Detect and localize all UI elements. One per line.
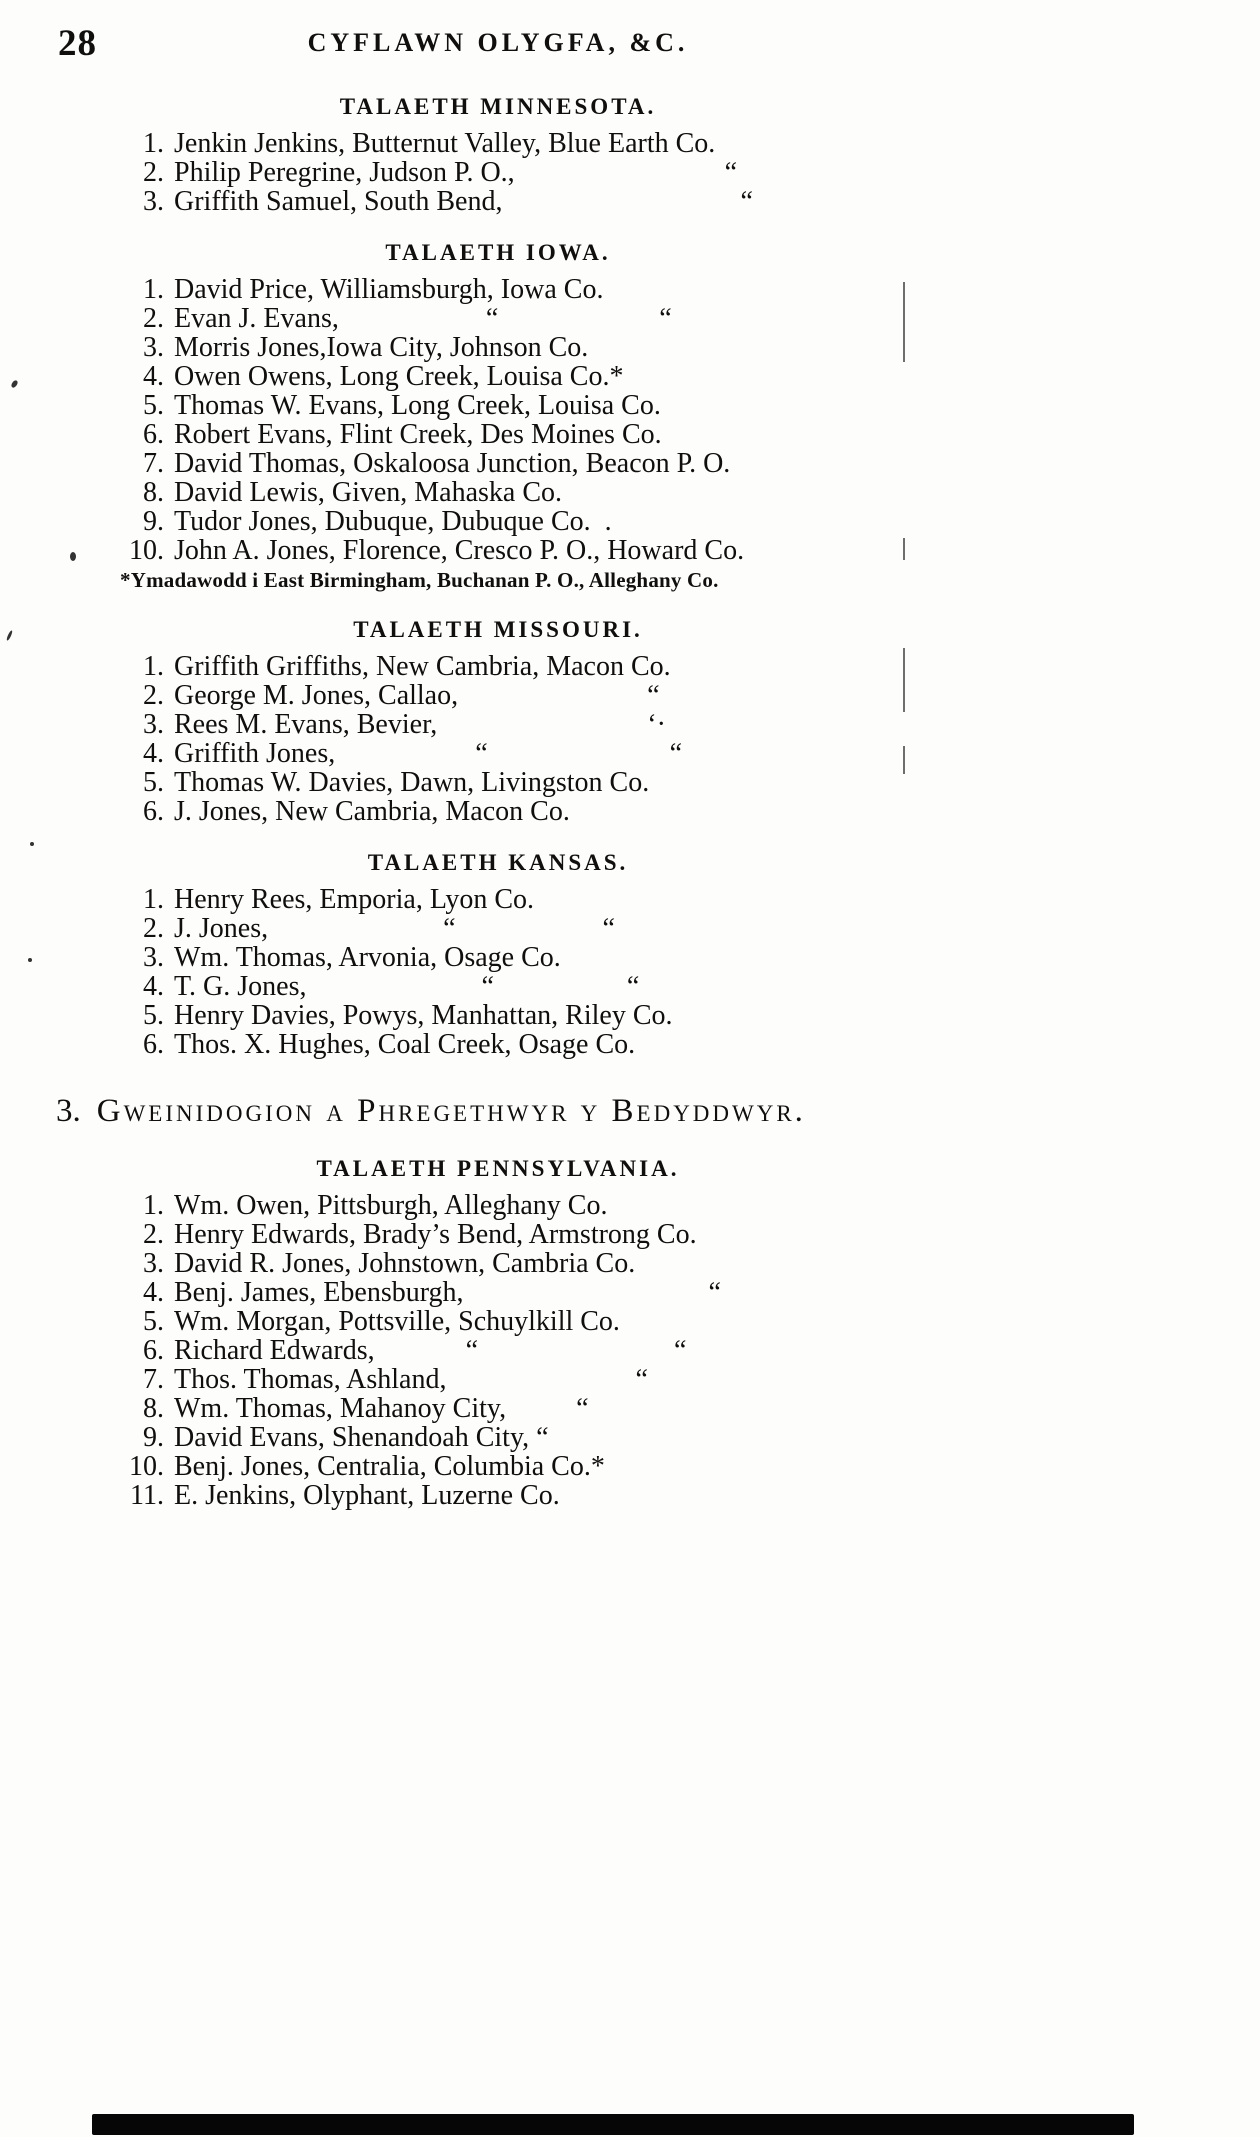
entry-number: 3.	[143, 942, 164, 973]
entry-number: 3.	[143, 332, 164, 363]
entry-number: 2.	[143, 913, 164, 944]
entry-list	[118, 129, 878, 216]
list-entry	[118, 1336, 878, 1365]
entry-text: David Price, Williamsburgh, Iowa Co.	[174, 274, 604, 305]
entry-number: 4.	[143, 971, 164, 1002]
book-page	[56, 0, 878, 1511]
scan-speck	[28, 958, 32, 962]
chapter-heading	[56, 1093, 878, 1130]
entry-text: David Lewis, Given, Mahaska Co.	[174, 477, 563, 508]
scan-edge-bar	[92, 2114, 1134, 2135]
entry-text: Wm. Morgan, Pottsville, Schuylkill Co.	[174, 1306, 620, 1337]
entry-text: Thomas W. Davies, Dawn, Livingston Co.	[174, 767, 650, 798]
list-entry	[118, 129, 878, 158]
list-entry	[118, 187, 878, 216]
section-title: TALAETH MISSOURI.	[353, 617, 643, 642]
entry-text: Wm. Thomas, Arvonia, Osage Co.	[174, 942, 561, 973]
list-entry	[118, 275, 878, 304]
running-header: CYFLAWN OLYGFA, &C.	[307, 28, 689, 57]
entry-number: 2.	[143, 303, 164, 334]
list-entry	[118, 1365, 878, 1394]
entry-text: Jenkin Jenkins, Butternut Valley, Blue Earth Co.	[174, 128, 716, 159]
scan-artifact-line	[903, 282, 905, 362]
list-entry	[118, 914, 878, 943]
entry-number: 11.	[130, 1480, 164, 1511]
list-entry	[118, 972, 878, 1001]
list-entry	[118, 536, 878, 565]
list-entry	[118, 1191, 878, 1220]
entry-number: 10.	[129, 1451, 164, 1482]
entry-number: 2.	[143, 157, 164, 188]
list-entry	[118, 943, 878, 972]
entry-text: Richard Edwards, “ “	[174, 1335, 687, 1366]
section-title: TALAETH MINNESOTA.	[339, 94, 657, 119]
entry-text: Thos. X. Hughes, Coal Creek, Osage Co.	[174, 1029, 636, 1060]
entry-text: David Evans, Shenandoah City, “	[174, 1422, 549, 1453]
chapter-heading-number: 3.	[56, 1093, 81, 1129]
entry-number: 6.	[143, 796, 164, 827]
entry-text: Tudor Jones, Dubuque, Dubuque Co. .	[174, 506, 612, 537]
list-entry	[118, 1307, 878, 1336]
section-minnesota	[118, 94, 878, 216]
list-entry	[118, 420, 878, 449]
list-entry	[118, 333, 878, 362]
list-entry	[118, 1220, 878, 1249]
list-entry	[118, 1423, 878, 1452]
section-title: TALAETH KANSAS.	[367, 850, 629, 875]
list-entry	[118, 391, 878, 420]
entry-number: 6.	[143, 419, 164, 450]
section-title: TALAETH PENNSYLVANIA.	[316, 1156, 680, 1181]
list-entry	[118, 1030, 878, 1059]
list-entry	[118, 1481, 878, 1510]
page-number: 28	[58, 23, 97, 64]
entry-number: 6.	[143, 1335, 164, 1366]
entry-number: 4.	[143, 361, 164, 392]
entry-text: Rees M. Evans, Bevier, ‘·	[174, 709, 666, 740]
entry-text: Benj. James, Ebensburgh, “	[174, 1277, 721, 1308]
entry-list	[118, 885, 878, 1059]
entry-text: Henry Davies, Powys, Manhattan, Riley Co.	[174, 1000, 673, 1031]
entry-text: Owen Owens, Long Creek, Louisa Co.*	[174, 361, 624, 392]
scan-artifact-line	[903, 746, 905, 774]
entry-number: 5.	[143, 1306, 164, 1337]
entry-text: Thos. Thomas, Ashland, “	[174, 1364, 648, 1395]
entry-text: T. G. Jones, “ “	[174, 971, 640, 1002]
list-entry	[118, 362, 878, 391]
entry-number: 1.	[143, 651, 164, 682]
list-entry	[118, 1001, 878, 1030]
scan-speck	[70, 552, 76, 561]
entry-text: Griffith Griffiths, New Cambria, Macon Co.	[174, 651, 671, 682]
entry-number: 7.	[143, 448, 164, 479]
list-entry	[118, 478, 878, 507]
chapter-heading-text: Gweinidogion a Phregethwyr y Bedyddwyr.	[96, 1093, 806, 1129]
list-entry	[118, 681, 878, 710]
entry-text: E. Jenkins, Olyphant, Luzerne Co.	[174, 1480, 560, 1511]
list-entry	[118, 507, 878, 536]
list-entry	[118, 797, 878, 826]
entry-number: 3.	[143, 186, 164, 217]
entry-number: 1.	[143, 128, 164, 159]
scan-speck	[6, 630, 13, 641]
entry-text: Wm. Thomas, Mahanoy City, “	[174, 1393, 589, 1424]
list-entry	[118, 158, 878, 187]
list-entry	[118, 885, 878, 914]
entry-number: 8.	[143, 1393, 164, 1424]
entry-text: Philip Peregrine, Judson P. O., “	[174, 157, 738, 188]
entry-number: 6.	[143, 1029, 164, 1060]
entry-text: Henry Rees, Emporia, Lyon Co.	[174, 884, 535, 915]
list-entry	[118, 1278, 878, 1307]
entry-number: 5.	[143, 1000, 164, 1031]
entry-text: Evan J. Evans, “ “	[174, 303, 672, 334]
entry-text: Benj. Jones, Centralia, Columbia Co.*	[174, 1451, 605, 1482]
entry-text: J. Jones, “ “	[174, 913, 615, 944]
entry-number: 2.	[143, 1219, 164, 1250]
section-missouri	[118, 617, 878, 826]
entry-text: Henry Edwards, Brady’s Bend, Armstrong Co.	[174, 1219, 697, 1250]
scan-speck	[10, 379, 19, 388]
entry-text: John A. Jones, Florence, Cresco P. O., Howard Co.	[174, 535, 745, 566]
entry-text: Griffith Jones, “ “	[174, 738, 683, 769]
list-entry	[118, 1394, 878, 1423]
footnote: *Ymadawodd i East Birmingham, Buchanan P. O., Alleghany Co.	[120, 568, 719, 592]
scan-speck	[30, 842, 34, 846]
entry-text: Wm. Owen, Pittsburgh, Alleghany Co.	[174, 1190, 608, 1221]
entry-number: 5.	[143, 767, 164, 798]
list-entry	[118, 304, 878, 333]
entry-number: 3.	[143, 1248, 164, 1279]
entry-number: 4.	[143, 738, 164, 769]
page-header	[58, 0, 878, 64]
entry-number: 3.	[143, 709, 164, 740]
entry-text: Thomas W. Evans, Long Creek, Louisa Co.	[174, 390, 661, 421]
entry-text: Morris Jones,Iowa City, Johnson Co.	[174, 332, 589, 363]
list-entry	[118, 739, 878, 768]
list-entry	[118, 1249, 878, 1278]
entry-number: 8.	[143, 477, 164, 508]
entry-list	[118, 1191, 878, 1510]
list-entry	[118, 710, 878, 739]
entry-number: 5.	[143, 390, 164, 421]
scan-artifact-line	[903, 538, 905, 560]
entry-number: 2.	[143, 680, 164, 711]
entry-text: Griffith Samuel, South Bend, “	[174, 186, 753, 217]
entry-number: 7.	[143, 1364, 164, 1395]
entry-text: J. Jones, New Cambria, Macon Co.	[174, 796, 570, 827]
list-entry	[118, 1452, 878, 1481]
entry-text: David Thomas, Oskaloosa Junction, Beacon P. O.	[174, 448, 731, 479]
entry-number: 1.	[143, 884, 164, 915]
entry-text: David R. Jones, Johnstown, Cambria Co.	[174, 1248, 636, 1279]
entry-number: 1.	[143, 1190, 164, 1221]
section-kansas	[118, 850, 878, 1059]
entry-number: 9.	[143, 506, 164, 537]
entry-number: 10.	[129, 535, 164, 566]
entry-number: 4.	[143, 1277, 164, 1308]
section-pennsylvania	[118, 1156, 878, 1510]
section-title: TALAETH IOWA.	[385, 240, 611, 265]
entry-list	[118, 652, 878, 826]
section-iowa	[118, 240, 878, 593]
list-entry	[118, 449, 878, 478]
entry-text: Robert Evans, Flint Creek, Des Moines Co.	[174, 419, 662, 450]
list-entry	[118, 652, 878, 681]
scan-artifact-line	[903, 648, 905, 712]
entry-number: 1.	[143, 274, 164, 305]
entry-number: 9.	[143, 1422, 164, 1453]
entry-text: George M. Jones, Callao, “	[174, 680, 660, 711]
list-entry	[118, 768, 878, 797]
entry-list	[118, 275, 878, 565]
